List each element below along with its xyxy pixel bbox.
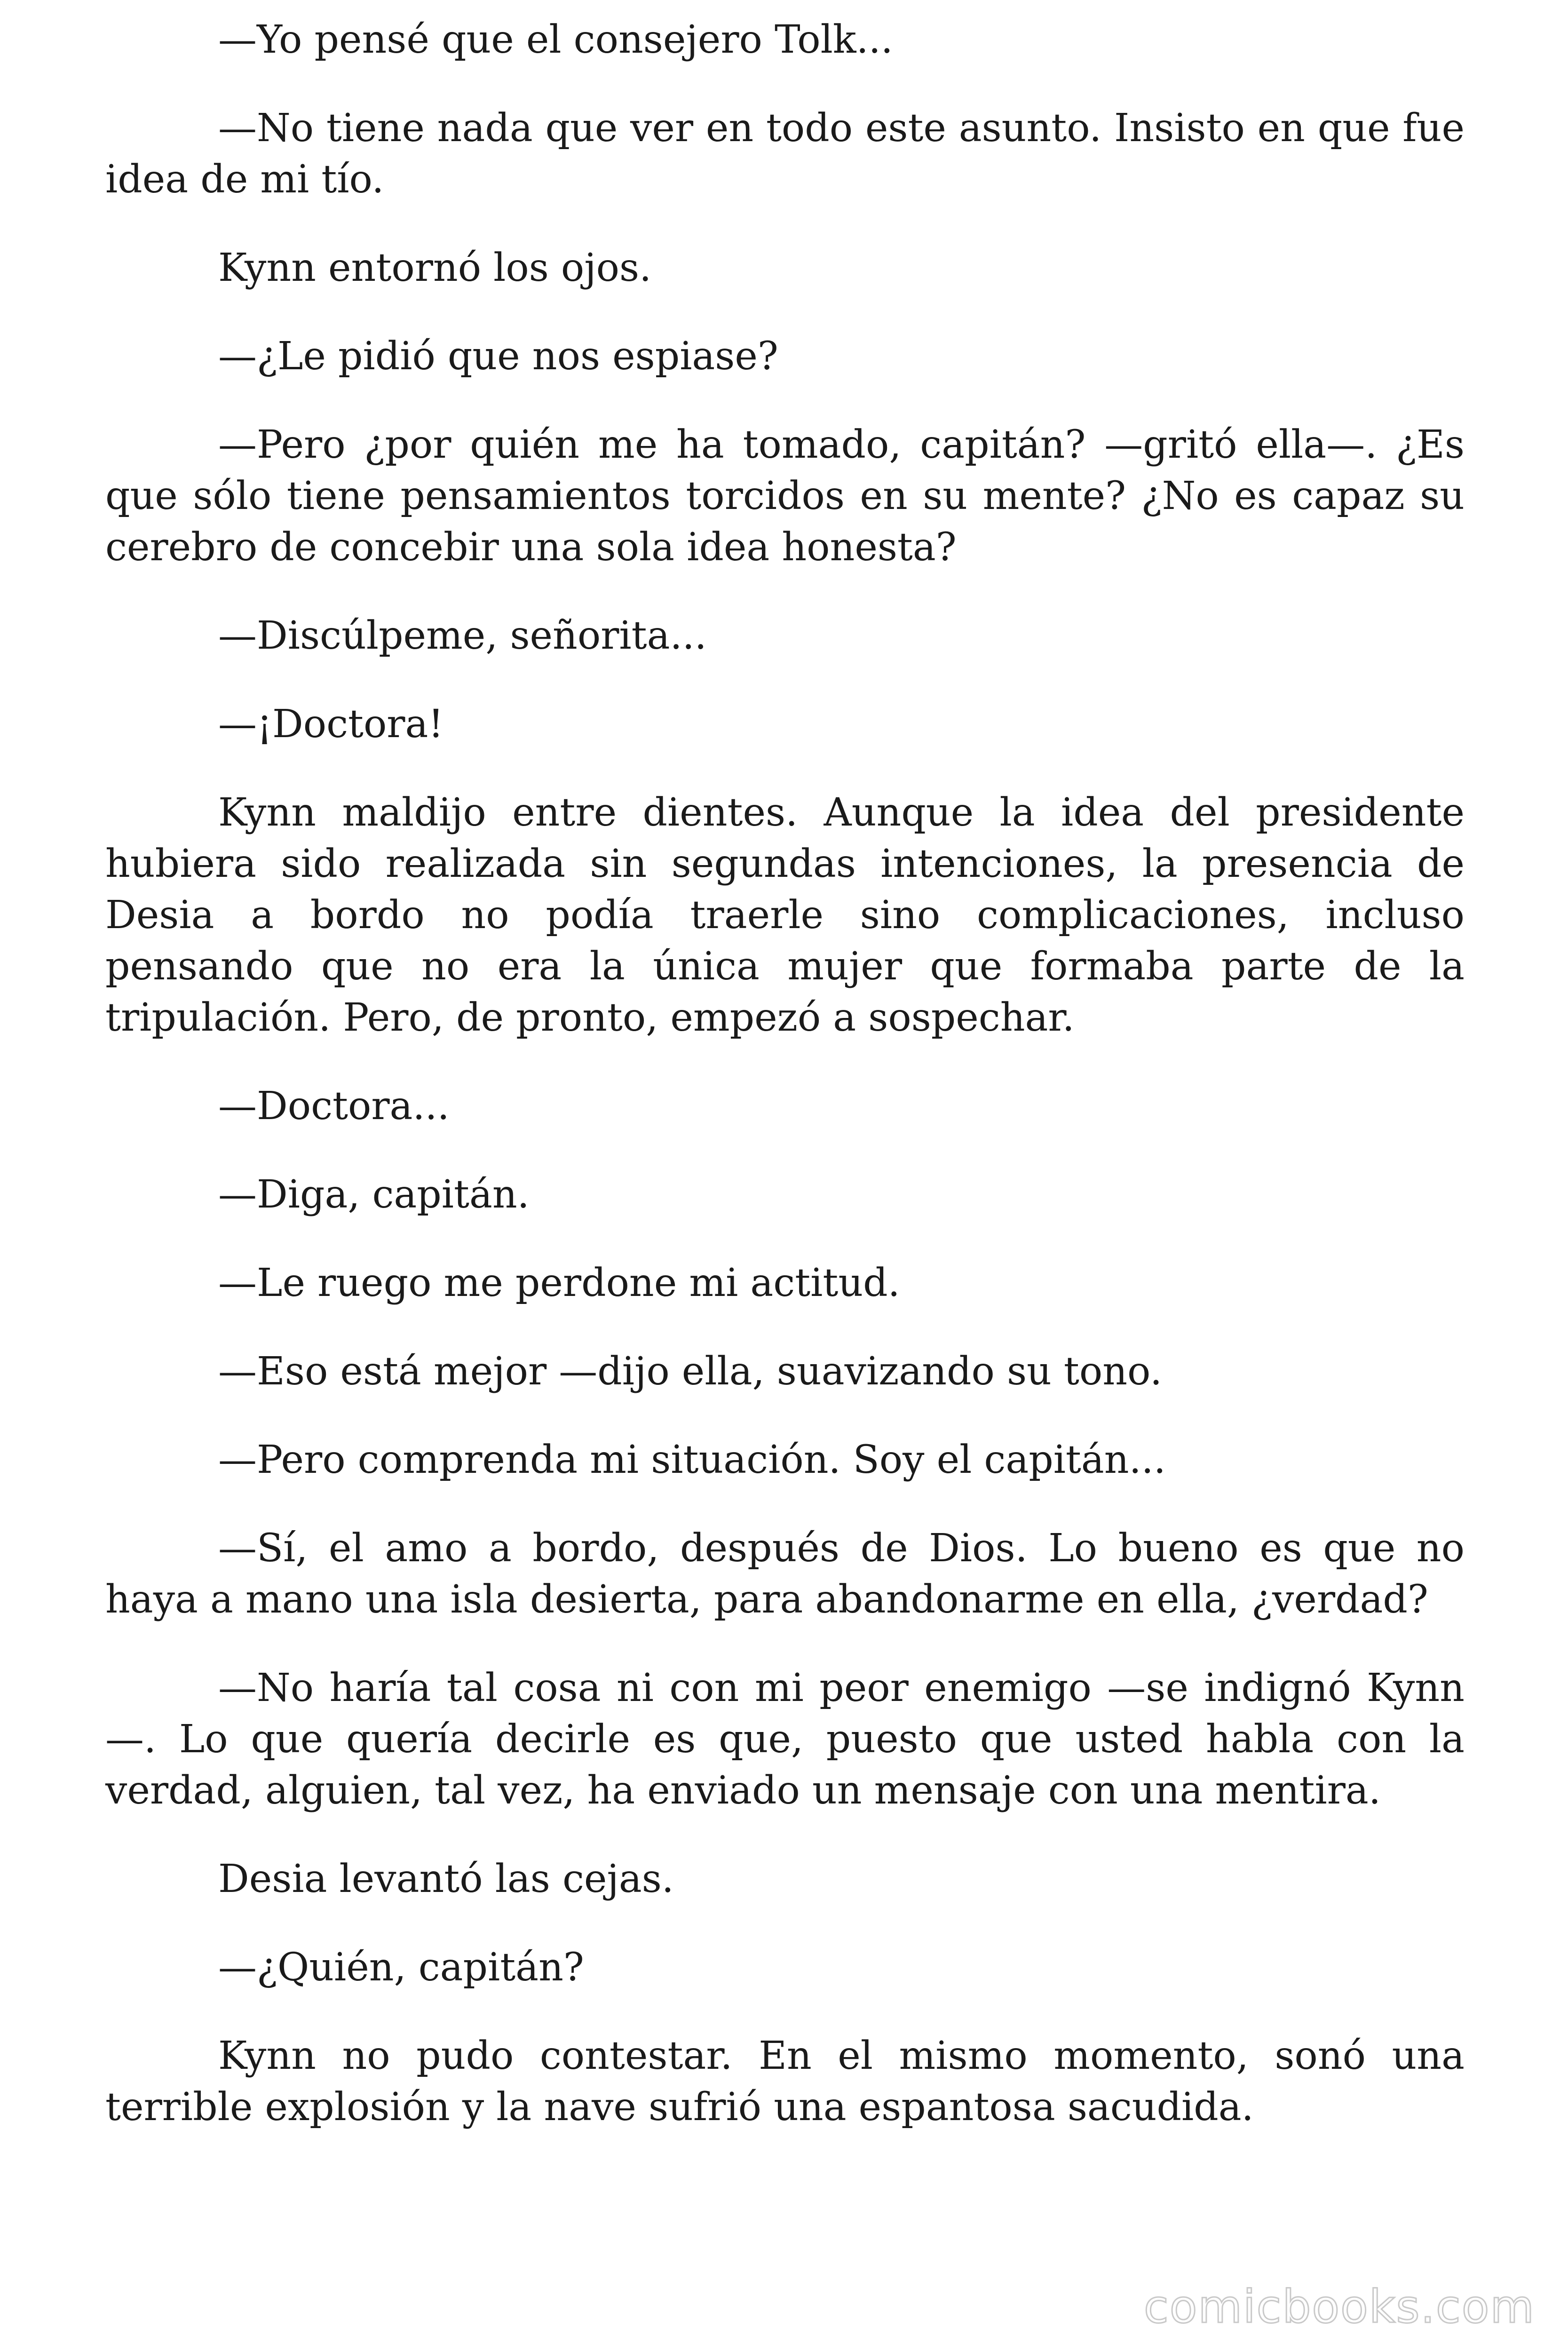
paragraph: Kynn maldijo entre dientes. Aunque la idea del presidente hubiera sido realizada sin segundas intenciones, la presencia de Desia a bordo no podía traerle sino complicaciones, incluso pensando que no era la única mujer que formaba parte de la tripulación. Pero, de pronto, empezó a sospechar. (105, 790, 1465, 1040)
paragraph: —Pero ¿por quién me ha tomado, capitán? —gritó ella—. ¿Es que sólo tiene pensamientos torcidos en su mente? ¿No es capaz su cerebro de concebir una sola idea honesta? (105, 422, 1465, 570)
paragraph: Kynn entornó los ojos. (218, 246, 652, 290)
paragraph: —Le ruego me perdone mi actitud. (218, 1261, 900, 1305)
text-column (105, 14, 1465, 2170)
watermark: comicbooks.com (1143, 2280, 1535, 2333)
paragraph: —Pero comprenda mi situación. Soy el capitán... (218, 1438, 1166, 1482)
paragraph: —Eso está mejor —dijo ella, suavizando su tono. (218, 1349, 1163, 1394)
paragraph: —Discúlpeme, señorita... (218, 613, 707, 658)
paragraph: —¡Doctora! (218, 702, 444, 747)
paragraph: —Yo pensé que el consejero Tolk... (218, 17, 893, 62)
paragraph: —Diga, capitán. (218, 1172, 530, 1217)
paragraph: Kynn no pudo contestar. En el mismo momento, sonó una terrible explosión y la nave sufrió una espantosa sacudida. (105, 2034, 1465, 2130)
paragraph: —¿Le pidió que nos espiase? (218, 334, 778, 379)
paragraph: —No tiene nada que ver en todo este asunto. Insisto en que fue idea de mi tío. (105, 106, 1465, 202)
paragraph: —¿Quién, capitán? (218, 1945, 584, 1990)
paragraph: —No haría tal cosa ni con mi peor enemigo —se indignó Kynn —. Lo que quería decirle es que, puesto que usted habla con la verdad, alguien, tal vez, ha enviado un mensaje con una mentira. (105, 1666, 1465, 1813)
paragraph: —Sí, el amo a bordo, después de Dios. Lo bueno es que no haya a mano una isla desierta, para abandonarme en ella, ¿verdad? (105, 1526, 1465, 1622)
paragraph: Desia levantó las cejas. (218, 1857, 674, 1901)
paragraph: —Doctora... (218, 1084, 450, 1128)
